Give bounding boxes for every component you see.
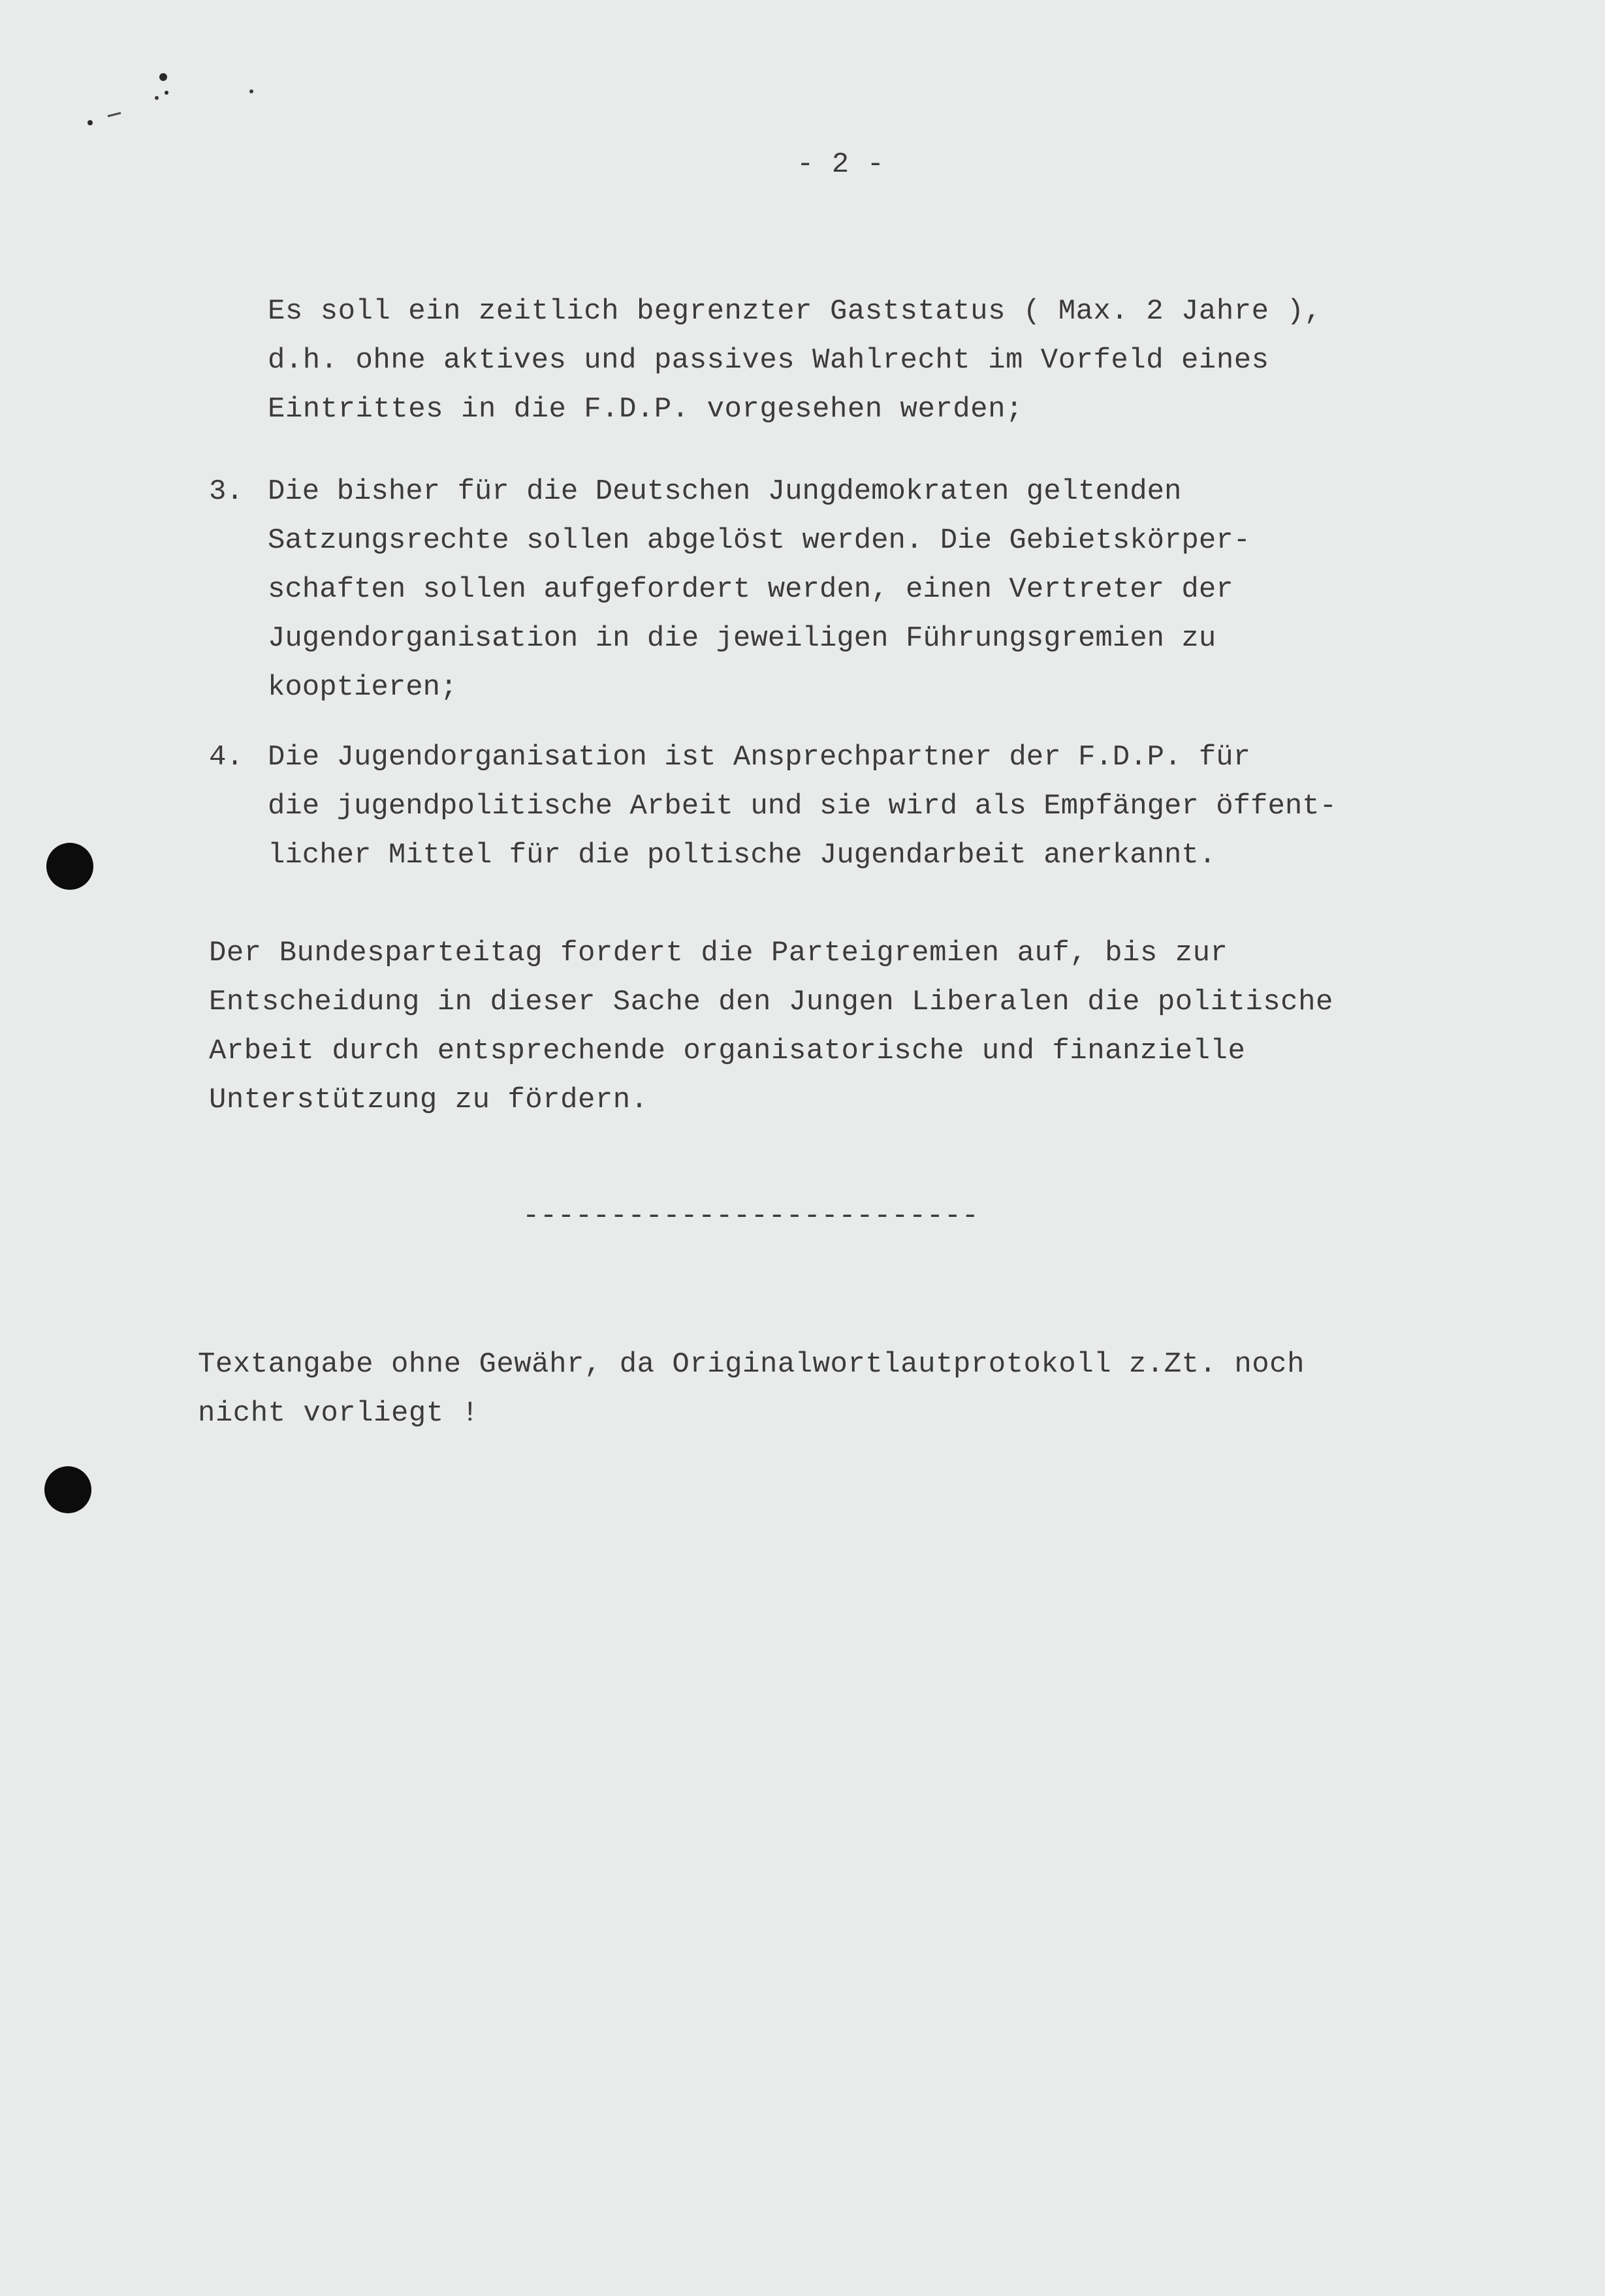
- continuation-paragraph: Es soll ein zeitlich begrenzter Gaststatus ( Max. 2 Jahre ), d.h. ohne aktives und passives Wahlrecht im Vorfeld eines Eintrittes in die F.D.P. vorgesehen werden;: [268, 295, 1322, 426]
- separator-line: --------------------------: [522, 1200, 979, 1233]
- punch-hole: [44, 1466, 91, 1513]
- list-item-number: 4.: [209, 741, 244, 774]
- list-item-text: Die bisher für die Deutschen Jungdemokraten geltenden Satzungsrechte sollen abgelöst werden. Die Gebietskörper- schaften sollen aufgefordert werden, einen Vertreter der Jugendorganisation in die jeweiligen Führungsgremien zu kooptieren;: [268, 475, 1251, 704]
- list-item-number: 3.: [209, 475, 244, 508]
- punch-hole: [46, 843, 93, 890]
- closing-paragraph: Der Bundesparteitag fordert die Parteigremien auf, bis zur Entscheidung in dieser Sache den Jungen Liberalen die politische Arbeit durch entsprechende organisatorische und finanzielle Unterstützung zu fördern.: [209, 937, 1333, 1116]
- footnote: Textangabe ohne Gewähr, da Originalwortlautprotokoll z.Zt. noch nicht vorliegt !: [198, 1348, 1305, 1430]
- page-number: - 2 -: [797, 148, 885, 181]
- stray-ink-marks: [72, 65, 268, 144]
- list-item-text: Die Jugendorganisation ist Ansprechpartner der F.D.P. für die jugendpolitische Arbeit und sie wird als Empfänger öffent- licher Mittel für die poltische Jugendarbeit anerkannt.: [268, 741, 1337, 872]
